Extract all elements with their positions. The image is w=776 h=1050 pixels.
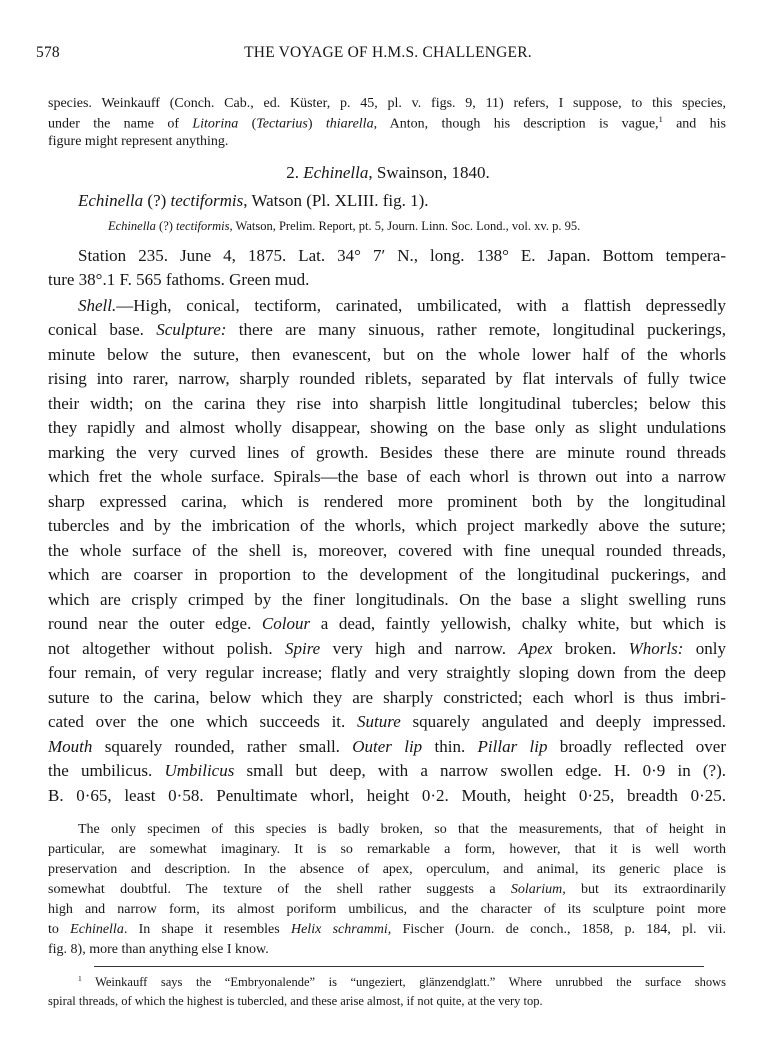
text-line: suture to the carina, below which they are sharply constricted; each whorl is thus imbri-	[48, 688, 726, 707]
text-line: high and narrow form, its almost poriform umbilicus, and the character of its sculpture point more	[48, 902, 726, 917]
italic-text: Litorina	[192, 116, 239, 132]
footnote-marker: 1	[78, 974, 82, 983]
text-line: Mouth squarely rounded, rather small. Outer lip thin. Pillar lip broadly reflected over	[48, 737, 727, 756]
text-line: four remain, of very regular increase; flatly and very straightly sloping down from the deep	[48, 663, 726, 682]
italic-text: Whorls:	[628, 639, 684, 658]
footnote-marker: 1	[658, 115, 663, 124]
genus-heading: 2. Echinella, Swainson, 1840.	[286, 163, 490, 182]
text-line: they rapidly and almost wholly disappear, showing on the base only as slight undulations	[48, 418, 726, 437]
italic-text: Echinella	[78, 191, 144, 210]
italic-text: Echinella	[70, 922, 124, 937]
text-line: spiral threads, of which the highest is tubercled, and these arise almost, if not quite, at the very top.	[48, 994, 543, 1008]
italic-text: Pillar lip	[477, 737, 548, 756]
text-line: which fret the whole surface. Spirals—the base of each whorl is thrown out into a narrow	[48, 467, 726, 486]
italic-text: Outer lip	[352, 737, 423, 756]
text-line: to Echinella. In shape it resembles Helix schrammi, Fischer (Journ. de conch., 1858, p. 184, pl. vii.	[48, 922, 727, 937]
italic-text: Spire	[284, 639, 321, 658]
italic-text: tectiformis	[170, 191, 244, 210]
text-line: somewhat doubtful. The texture of the shell rather suggests a Solarium, but its extraordinarily	[48, 882, 726, 897]
italic-text: Shell.	[78, 296, 117, 315]
italic-text: Umbilicus	[164, 761, 235, 780]
italic-text: Tectarius	[256, 116, 308, 132]
text-line: cated over the one which succeeds it. Suture squarely angulated and deeply impressed.	[48, 712, 726, 731]
running-title: THE VOYAGE OF H.M.S. CHALLENGER.	[244, 44, 532, 61]
italic-text: Echinella	[108, 219, 156, 233]
italic-text: Sculpture:	[156, 320, 227, 339]
text-line: round near the outer edge. Colour a dead, faintly yellowish, chalky white, but which is	[48, 614, 727, 633]
text-line: the whole surface of the shell is, moreover, covered with fine unequal rounded threads,	[48, 541, 726, 560]
text-line: ture 38°.1 F. 565 fathoms. Green mud.	[48, 270, 310, 289]
italic-text: Mouth	[48, 737, 93, 756]
footnote-rule	[94, 966, 704, 967]
italic-text: Helix schrammi	[290, 922, 388, 937]
text-line: Shell.—High, conical, tectiform, carinated, umbilicated, with a flattish depressedly	[78, 296, 726, 315]
text-line: the umbilicus. Umbilicus small but deep, with a narrow swollen edge. H. 0·9 in (?).	[48, 761, 727, 780]
text-line: which are coarser in proportion to the development of the longitudinal puckerings, and	[48, 565, 726, 584]
text-line: $^1$ Weinkauff says the “Embryonalende” is “ungeziert, glänzendglatt.” Where unrubbed the surface shows	[78, 974, 726, 990]
italic-text: thiarella	[325, 116, 374, 132]
text-line: marking the very curved lines of growth. Besides these there are minute round threads	[48, 443, 726, 462]
text-line: B. 0·65, least 0·58. Penultimate whorl, height 0·2. Mouth, height 0·25, breadth 0·25.	[48, 786, 726, 805]
text-line: Station 235. June 4, 1875. Lat. 34° 7′ N., long. 138° E. Japan. Bottom tempera-	[78, 246, 726, 265]
text-line: particular, are somewhat imaginary. It is so remarkable a form, however, that it is well worth	[48, 842, 726, 857]
italic-text: Solarium	[510, 882, 563, 897]
page-number: 578	[36, 44, 60, 61]
text-line: which are crisply crimped by the finer longitudinals. On the base a slight swelling runs	[48, 590, 726, 609]
text-line: their width; on the carina they rise into sharpish little longitudinal tubercles; below this	[48, 394, 726, 413]
italic-text: Echinella	[303, 163, 369, 182]
text-line: The only specimen of this species is badly broken, so that the measurements, that of height in	[78, 822, 726, 837]
italic-text: Suture	[356, 712, 401, 731]
text-line: tubercles and by the imbrication of the whorls, which project markedly above the suture;	[48, 516, 726, 535]
text-line: minute below the suture, then evanescent, but on the whole lower half of the whorls	[48, 345, 726, 364]
italic-text: tectiformis	[176, 219, 230, 233]
species-heading: Echinella (?) tectiformis, Watson (Pl. XLIII. fig. 1).	[78, 191, 429, 210]
text-line: species. Weinkauff (Conch. Cab., ed. Küster, p. 45, pl. v. figs. 9, 11) refers, I suppose, to this species,	[48, 96, 726, 111]
text-line: rising into rarer, narrow, sharply rounded riblets, separated by flat intervals of fully twice	[48, 369, 726, 388]
text-line: not altogether without polish. Spire very high and narrow. Apex broken. Whorls: only	[48, 639, 726, 658]
text-line: conical base. Sculpture: there are many sinuous, rather remote, longitudinal puckerings,	[48, 320, 726, 339]
text-line: under the name of Litorina (Tectarius) thiarella, Anton, though his description is vague,$^1$ and his	[48, 115, 726, 132]
italic-text: Colour	[261, 614, 311, 633]
text-line: preservation and description. In the absence of apex, operculum, and animal, its generic place is	[48, 862, 726, 877]
citation-line: Echinella (?) tectiformis, Watson, Prelim. Report, pt. 5, Journ. Linn. Soc. Lond., vol. xv. p. 95.	[108, 219, 581, 233]
text-line: fig. 8), more than anything else I know.	[48, 942, 269, 957]
italic-text: Apex	[518, 639, 553, 658]
text-line: sharp expressed carina, which is rendered more prominent both by the longitudinal	[48, 492, 726, 511]
text-line: figure might represent anything.	[48, 134, 229, 149]
